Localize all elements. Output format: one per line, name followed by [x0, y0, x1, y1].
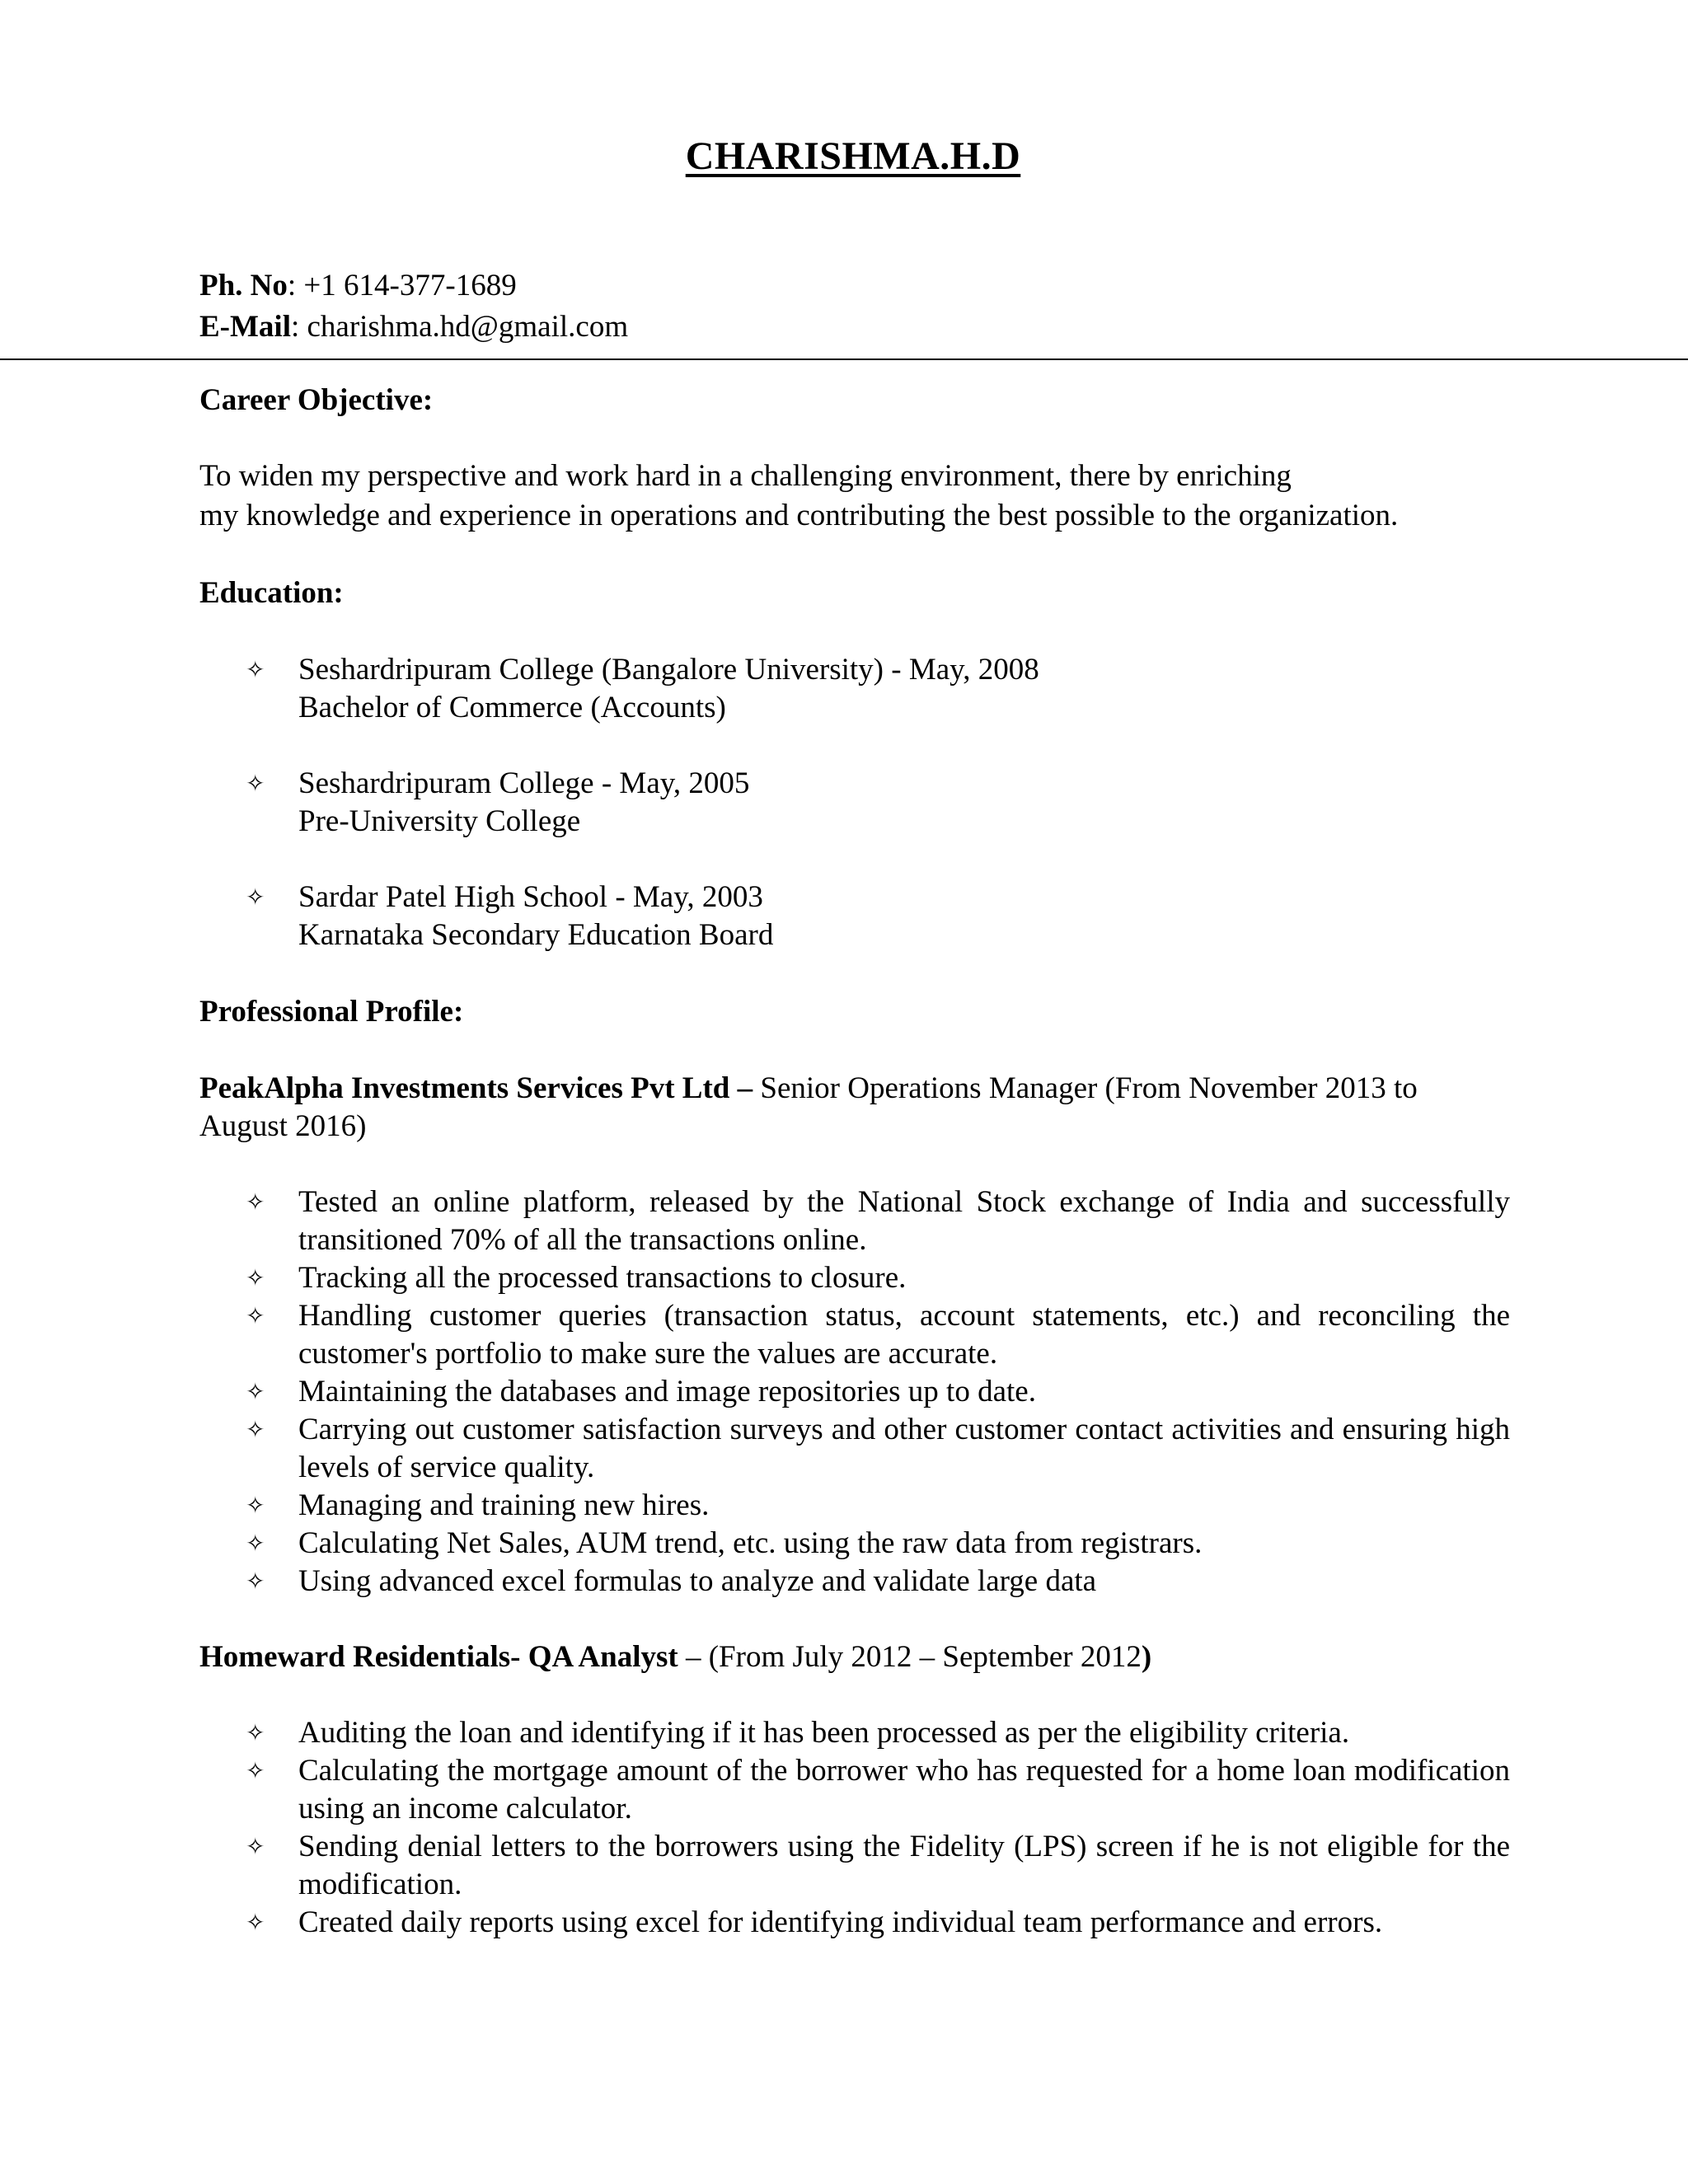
duty-text: Calculating Net Sales, AUM trend, etc. using the raw data from registrars. [298, 1526, 1203, 1560]
duty-item [199, 1183, 1510, 1259]
duty-item [199, 1714, 1510, 1752]
job-role: Senior Operations Manager (From November 2013 to August 2016) [199, 1071, 1418, 1143]
education-list [199, 651, 1510, 954]
bullet-icon: ✧ [246, 1833, 265, 1860]
header-divider [0, 359, 1688, 360]
duty-text: Created daily reports using excel for identifying individual team performance and errors. [298, 1905, 1383, 1939]
duty-text: Calculating the mortgage amount of the borrower who has requested for a home loan modification using an income calculator. [298, 1754, 1510, 1825]
phone-value: : +1 614-377-1689 [287, 269, 517, 302]
bullet-icon: ✧ [246, 1568, 265, 1595]
company-name: PeakAlpha Investments Services Pvt Ltd – [199, 1071, 753, 1105]
education-qualification: Karnataka Secondary Education Board [298, 918, 774, 952]
duty-item [199, 1828, 1510, 1904]
bullet-icon: ✧ [246, 1416, 265, 1443]
duty-text: Carrying out customer satisfaction surveys and other customer contact activities and ensuring high levels of service quality. [298, 1413, 1510, 1484]
bullet-icon: ✧ [246, 1188, 265, 1216]
career-objective-heading: Career Objective: [199, 383, 434, 417]
duty-item [199, 1411, 1510, 1487]
education-qualification: Pre-University College [298, 804, 581, 838]
duty-text: Auditing the loan and identifying if it has been processed as per the eligibility criteria. [298, 1716, 1350, 1750]
duty-item [199, 1487, 1510, 1525]
professional-profile-section [199, 992, 1510, 1942]
education-institution: Sardar Patel High School - May, 2003 [298, 880, 763, 914]
job-duties-list [199, 1714, 1510, 1942]
education-section [199, 574, 1510, 954]
bullet-icon: ✧ [246, 1530, 265, 1557]
bullet-icon: ✧ [246, 1909, 265, 1936]
phone-label: Ph. No [199, 269, 288, 302]
duty-text: Maintaining the databases and image repositories up to date. [298, 1375, 1036, 1408]
job-role: – (From July 2012 – September 2012 [678, 1640, 1142, 1674]
bullet-icon: ✧ [246, 1719, 265, 1746]
job-duties-list [199, 1183, 1510, 1601]
resume-body [199, 381, 1510, 1942]
duty-text: Tracking all the processed transactions to closure. [298, 1261, 907, 1295]
duty-item [199, 1373, 1510, 1411]
job-role-end: ) [1141, 1640, 1152, 1674]
duty-item [199, 1563, 1510, 1601]
education-qualification: Bachelor of Commerce (Accounts) [298, 691, 726, 724]
phone-line [199, 265, 628, 307]
education-item [199, 765, 1510, 841]
bullet-icon: ✧ [246, 1378, 265, 1405]
bullet-icon: ✧ [246, 1757, 265, 1784]
bullet-icon: ✧ [246, 1302, 265, 1329]
email-label: E-Mail [199, 310, 291, 344]
bullet-icon: ✧ [246, 883, 265, 911]
education-item [199, 651, 1510, 727]
email-value: : charishma.hd@gmail.com [290, 310, 629, 344]
education-heading: Education: [199, 576, 344, 610]
duty-item [199, 1904, 1510, 1942]
job-title-line [199, 1070, 1510, 1146]
objective-line: To widen my perspective and work hard in a challenging environment, there by enriching [199, 459, 1292, 493]
bullet-icon: ✧ [246, 1492, 265, 1519]
duty-text: Using advanced excel formulas to analyze and validate large data [298, 1564, 1097, 1598]
duty-item [199, 1297, 1510, 1373]
bullet-icon: ✧ [246, 656, 265, 683]
education-institution: Seshardripuram College - May, 2005 [298, 766, 750, 800]
objective-line: my knowledge and experience in operations and contributing the best possible to the organization. [199, 499, 1399, 532]
job-title-line [199, 1638, 1510, 1676]
candidate-name: CHARISHMA.H.D [685, 134, 1021, 178]
duty-item [199, 1752, 1510, 1828]
duty-item [199, 1525, 1510, 1563]
bullet-icon: ✧ [246, 1264, 265, 1291]
bullet-icon: ✧ [246, 770, 265, 797]
career-objective-text [199, 457, 1510, 536]
education-item [199, 879, 1510, 954]
duty-text: Sending denial letters to the borrowers using the Fidelity (LPS) screen if he is not eligible for the modification. [298, 1830, 1510, 1901]
contact-block [199, 265, 628, 348]
professional-profile-heading: Professional Profile: [199, 995, 464, 1029]
duty-text: Handling customer queries (transaction status, account statements, etc.) and reconciling the customer's portfolio to make sure the values are accurate. [298, 1299, 1510, 1371]
company-name: Homeward Residentials- QA Analyst [199, 1640, 678, 1674]
duty-text: Managing and training new hires. [298, 1488, 710, 1522]
email-line [199, 307, 628, 348]
career-objective-section [199, 381, 1510, 536]
education-institution: Seshardripuram College (Bangalore University) - May, 2008 [298, 653, 1039, 687]
duty-item [199, 1259, 1510, 1297]
duty-text: Tested an online platform, released by the National Stock exchange of India and successfully transitioned 70% of all the transactions online. [298, 1185, 1510, 1257]
